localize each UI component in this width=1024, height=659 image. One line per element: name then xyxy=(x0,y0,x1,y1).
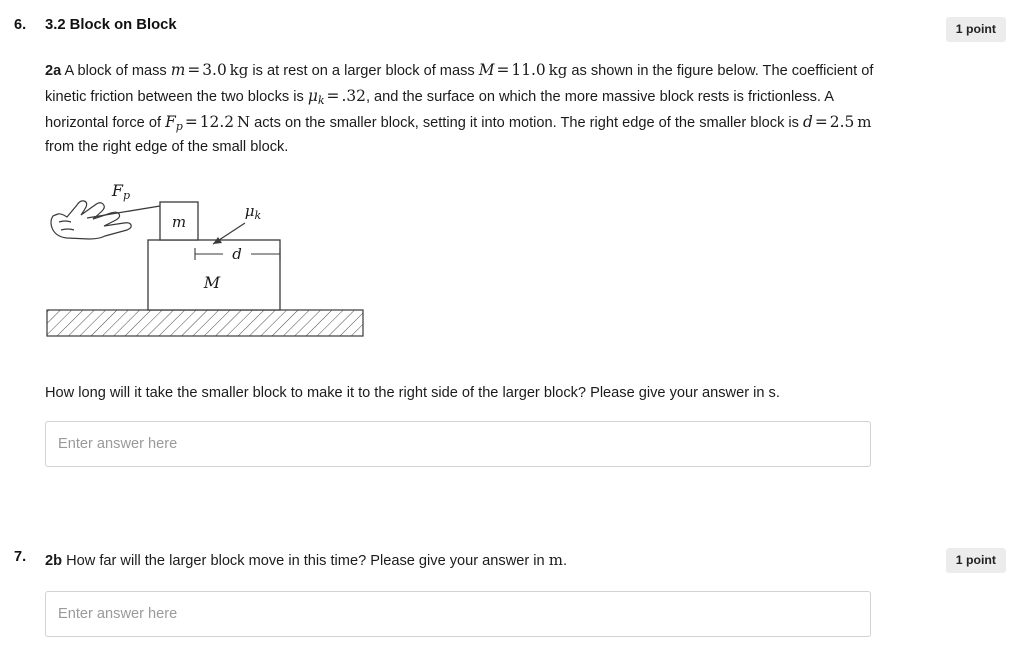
question-7-points-badge: 1 point xyxy=(946,548,1006,573)
question-6-number: 6. xyxy=(14,17,27,33)
question-7-prompt: How far will the larger block move in this time? Please give your answer in m. xyxy=(66,551,567,569)
figure-label-M: M xyxy=(203,273,221,292)
figure-label-Fp: Fp xyxy=(111,181,131,202)
figure-label-d: d xyxy=(232,245,242,263)
question-7-prompt-row xyxy=(45,548,875,574)
question-7-number: 7. xyxy=(14,549,27,565)
answer-input-2b[interactable] xyxy=(45,591,871,637)
question-6-prompt: How long will it take the smaller block to make it to the right side of the larger block? Please give your answer in s. xyxy=(45,385,780,401)
question-6-title: 3.2 Block on Block xyxy=(45,17,177,33)
question-6-statement xyxy=(45,58,875,159)
block-on-block-figure xyxy=(45,178,385,357)
question-6-points-badge: 1 point xyxy=(946,17,1006,42)
part-label-2b: 2b xyxy=(45,553,63,569)
statement-text: A block of mass m = 3.0 kg is at rest on a larger block of mass M = 11.0 kg as shown in the figure below. The coefficient of kinetic friction between the two blocks is $\mu_k = .32$, and the surface on which the more massive block rests is frictionless. A horizontal force of $F_p = 12.2$ N acts on the smaller block, setting it into motion. The right edge of the smaller block is d = 2.5 m from the right edge of the small block. xyxy=(45,61,874,155)
figure-label-m: m xyxy=(171,213,187,231)
figure-svg xyxy=(45,178,385,353)
figure-label-muk: $\mu_k$ xyxy=(244,202,262,222)
part-label-2a: 2a xyxy=(45,63,62,79)
hand-icon xyxy=(51,201,131,239)
answer-input-2a[interactable] xyxy=(45,421,871,467)
